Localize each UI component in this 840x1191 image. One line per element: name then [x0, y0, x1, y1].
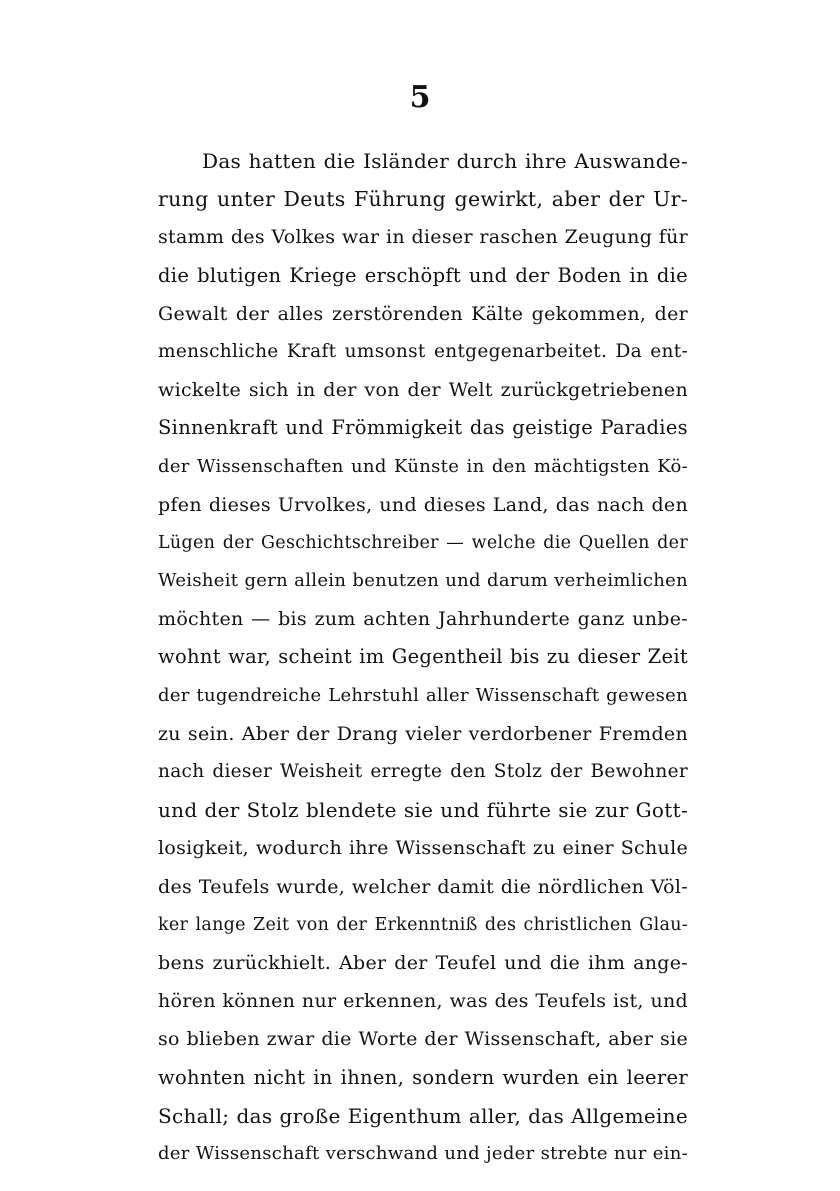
text-line: nach dieser Weisheit erregte den Stolz der Bewohner [158, 761, 688, 782]
text-line: und der Stolz blendete sie und führte sie zur Gott- [158, 798, 688, 823]
text-line: Sinnenkraft und Frömmigkeit das geistige Paradies [158, 416, 688, 440]
text-line: ker lange Zeit von der Erkenntniß des christlichen Glau- [158, 914, 688, 935]
text-line: wohnten nicht in ihnen, sondern wurden ein leerer [158, 1065, 688, 1089]
text-line: bens zurückhielt. Aber der Teufel und die ihm ange- [158, 951, 688, 974]
text-line: möchten — bis zum achten Jahrhunderte ganz unbe- [158, 608, 688, 631]
text-line: der Wissenschaft verschwand und jeder strebte nur ein- [158, 1142, 688, 1164]
text-line: des Teufels wurde, welcher damit die nördlichen Völ- [158, 875, 688, 898]
body-text [158, 142, 688, 1173]
text-line: Weisheit gern allein benutzen und darum verheimlichen [158, 570, 688, 592]
text-line: stamm des Volkes war in dieser raschen Zeugung für [158, 226, 688, 249]
page-number: 5 [409, 80, 431, 115]
text-line: Gewalt der alles zerstörenden Kälte gekommen, der [158, 302, 688, 325]
text-line: wohnt war, scheint im Gegentheil bis zu dieser Zeit [158, 645, 688, 669]
text-line: hören können nur erkennen, was des Teufels ist, und [158, 990, 688, 1013]
text-line: Lügen der Geschichtschreiber — welche die Quellen der [158, 532, 688, 553]
text-line: rung unter Deuts Führung gewirkt, aber der Ur- [158, 187, 688, 212]
text-line: Schall; das große Eigenthum aller, das Allgemeine [158, 1103, 688, 1128]
text-line: der tugendreiche Lehrstuhl aller Wissenschaft gewesen [158, 684, 688, 706]
text-line: losigkeit, wodurch ihre Wissenschaft zu einer Schule [158, 837, 688, 860]
text-line: wickelte sich in der von der Welt zurückgetriebenen [158, 379, 688, 402]
text-line: die blutigen Kriege erschöpft und der Boden in die [158, 263, 688, 287]
text-line: zu sein. Aber der Drang vieler verdorbener Fremden [158, 722, 688, 745]
text-line: menschliche Kraft umsonst entgegenarbeitet. Da ent- [158, 340, 688, 362]
text-line: der Wissenschaften und Künste in den mächtigsten Kö- [158, 455, 688, 477]
text-line: Das hatten die Isländer durch ihre Auswande- [202, 149, 688, 173]
text-line: so blieben zwar die Worte der Wissenschaft, aber sie [158, 1028, 688, 1051]
text-line: pfen dieses Urvolkes, und dieses Land, das nach den [158, 493, 688, 516]
